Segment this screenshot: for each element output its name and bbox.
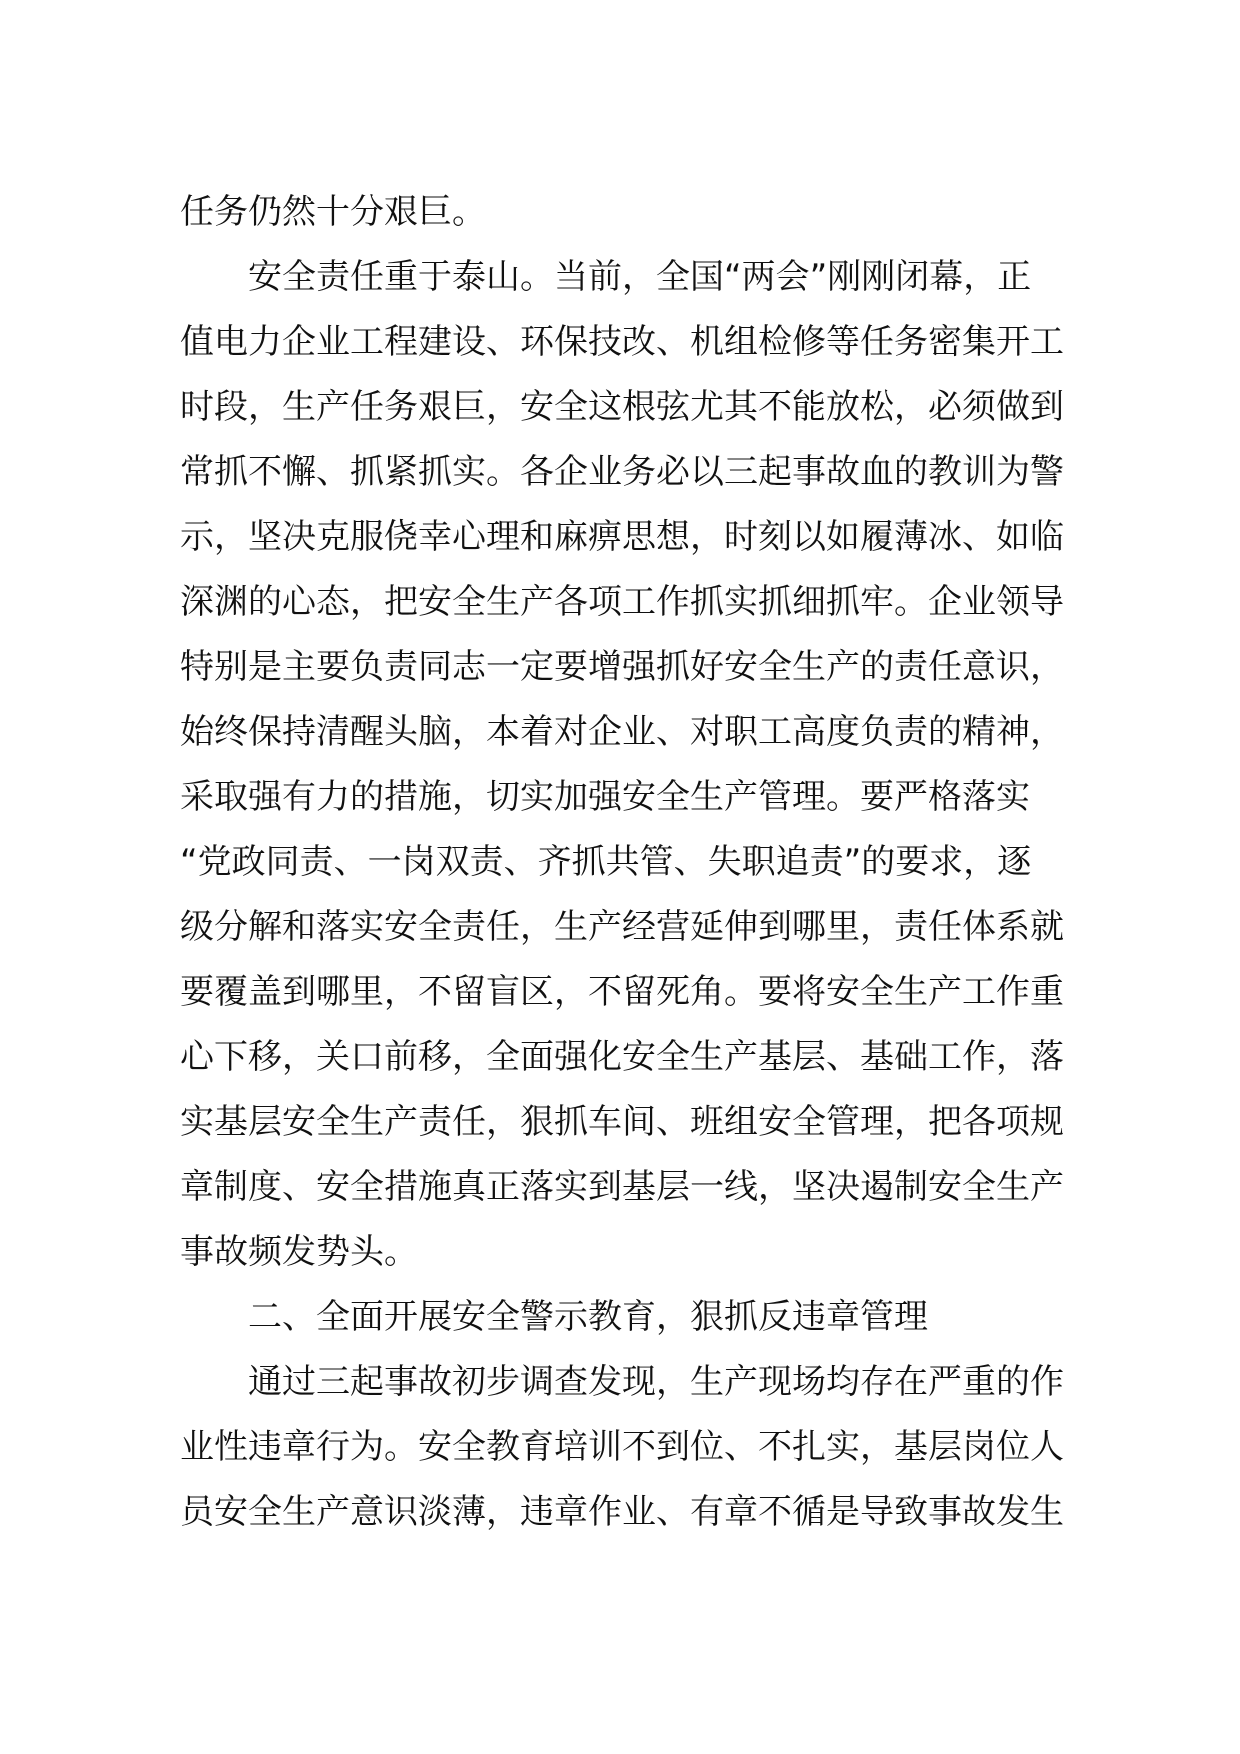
text-line: 员安全生产意识淡薄，违章作业、有章不循是导致事故发生: [180, 1492, 1064, 1532]
text-line: 始终保持清醒头脑，本着对企业、对职工高度负责的精神，: [180, 712, 1064, 752]
text-line: 任务仍然十分艰巨。: [180, 192, 486, 232]
section-heading: 二、全面开展安全警示教育，狠抓反违章管理: [248, 1297, 928, 1337]
text-line: 时段，生产任务艰巨，安全这根弦尤其不能放松，必须做到: [180, 387, 1064, 427]
text-line: “党政同责、一岗双责、齐抓共管、失职追责”的要求，逐: [180, 842, 1032, 882]
paragraph-start-line: 安全责任重于泰山。当前，全国“两会”刚刚闭幕，正: [248, 257, 1032, 297]
text-line: 事故频发势头。: [180, 1232, 418, 1272]
paragraph-start-line: 通过三起事故初步调查发现，生产现场均存在严重的作: [248, 1362, 1064, 1402]
text-line: 采取强有力的措施，切实加强安全生产管理。要严格落实: [180, 777, 1030, 817]
text-line: 常抓不懈、抓紧抓实。各企业务必以三起事故血的教训为警: [180, 452, 1064, 492]
text-line: 深渊的心态，把安全生产各项工作抓实抓细抓牢。企业领导: [180, 582, 1064, 622]
text-line: 示，坚决克服侥幸心理和麻痹思想，时刻以如履薄冰、如临: [180, 517, 1064, 557]
text-line: 值电力企业工程建设、环保技改、机组检修等任务密集开工: [180, 322, 1064, 362]
text-line: 级分解和落实安全责任，生产经营延伸到哪里，责任体系就: [180, 907, 1064, 947]
text-line: 特别是主要负责同志一定要增强抓好安全生产的责任意识，: [180, 647, 1064, 687]
body-text: [180, 180, 1080, 1545]
text-line: 要覆盖到哪里，不留盲区，不留死角。要将安全生产工作重: [180, 972, 1064, 1012]
text-line: 实基层安全生产责任，狠抓车间、班组安全管理，把各项规: [180, 1102, 1064, 1142]
text-line: 业性违章行为。安全教育培训不到位、不扎实，基层岗位人: [180, 1427, 1064, 1467]
text-line: 心下移，关口前移，全面强化安全生产基层、基础工作，落: [180, 1037, 1064, 1077]
text-line: 章制度、安全措施真正落实到基层一线，坚决遏制安全生产: [180, 1167, 1064, 1207]
